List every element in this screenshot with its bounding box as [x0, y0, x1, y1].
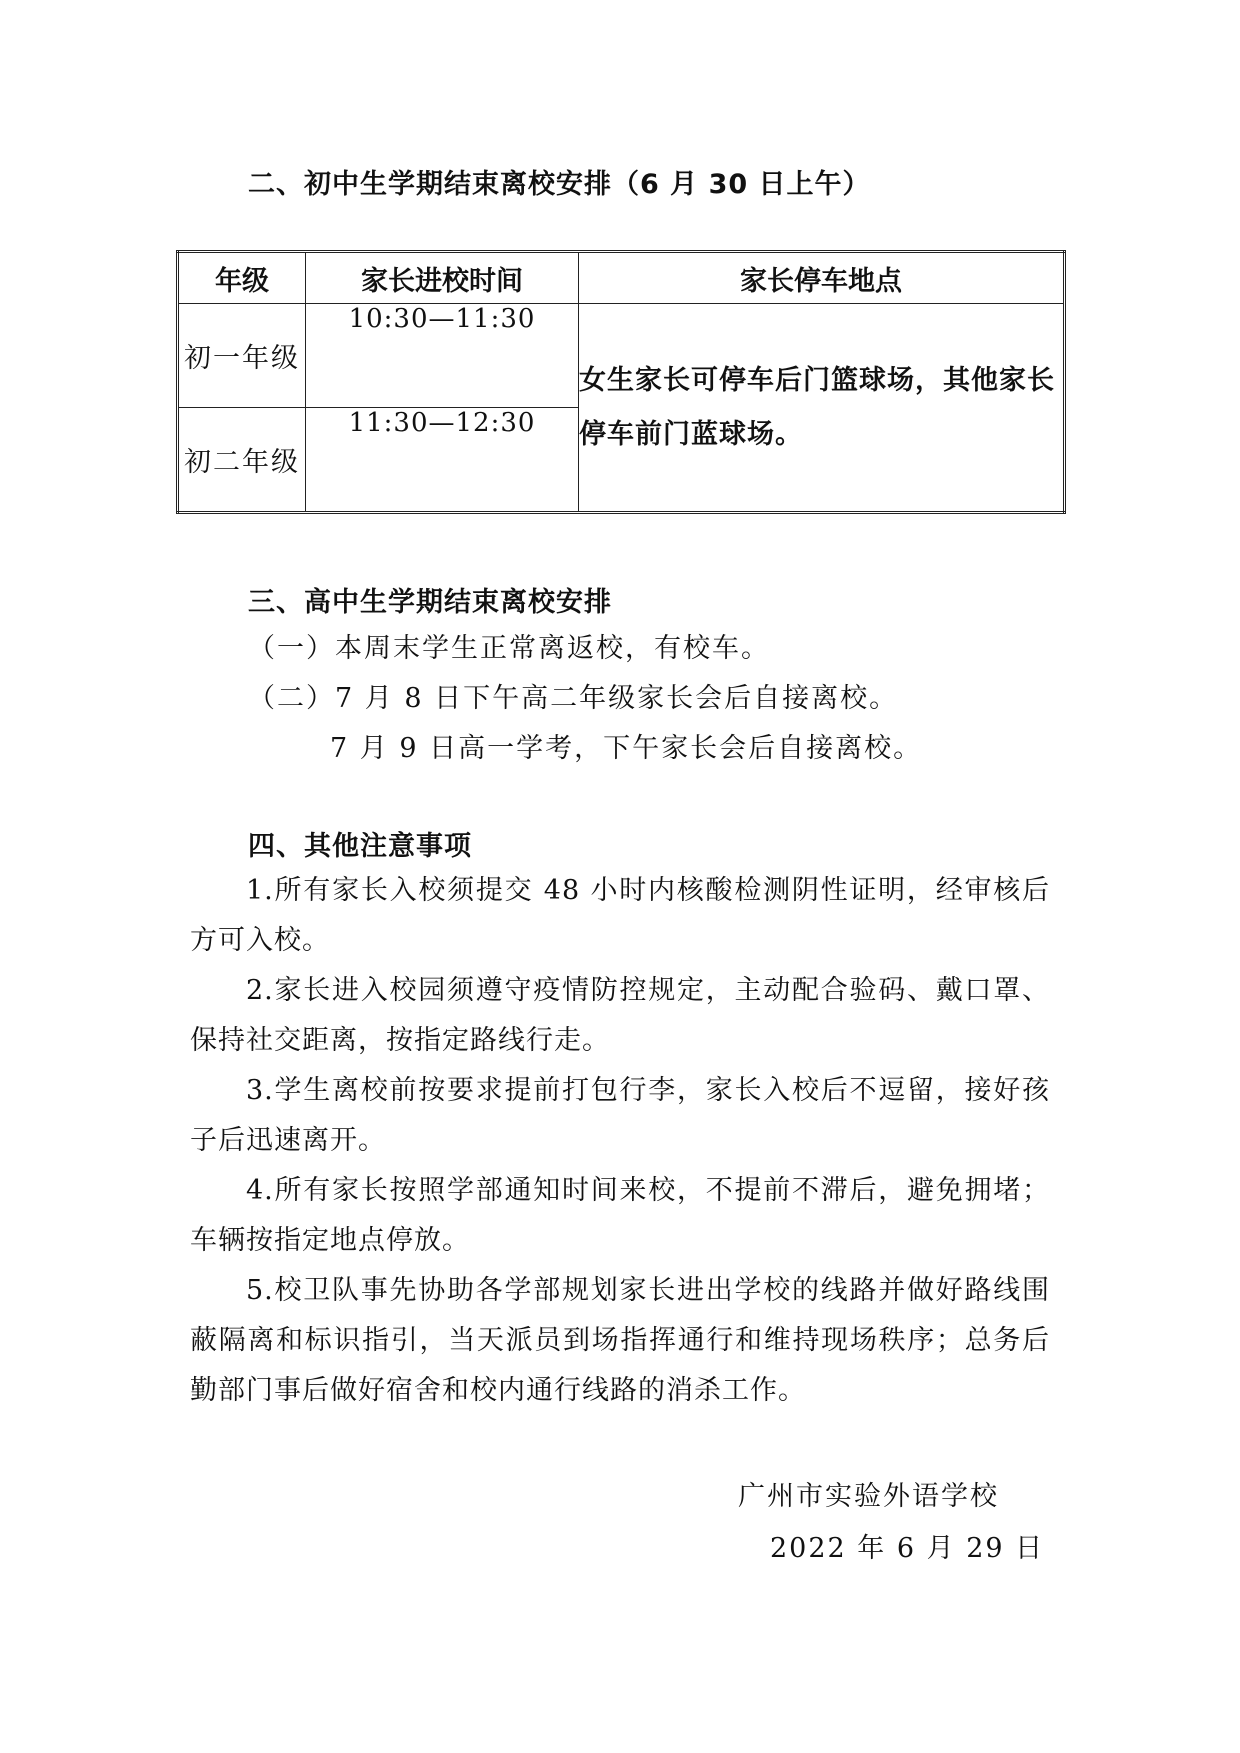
grade-cell: 初一年级	[178, 304, 306, 408]
schedule-table	[176, 250, 1066, 514]
column-header-parking: 家长停车地点	[579, 252, 1065, 304]
grade-cell: 初二年级	[178, 408, 306, 513]
note-2: 2.家长进入校园须遵守疫情防控规定，主动配合验码、戴口罩、保持社交距离，按指定路线行走。	[190, 975, 1050, 1056]
section3-item-2: （二）7 月 8 日下午高二年级家长会后自接离校。	[248, 683, 899, 714]
note-4: 4.所有家长按照学部通知时间来校，不提前不滞后，避免拥堵；车辆按指定地点停放。	[190, 1175, 1050, 1256]
note-1: 1.所有家长入校须提交 48 小时内核酸检测阴性证明，经审核后方可入校。	[190, 875, 1050, 956]
school-name: 广州市实验外语学校	[738, 1481, 999, 1512]
section3-item-1: （一）本周末学生正常离返校，有校车。	[248, 633, 770, 664]
table-row	[178, 304, 1065, 408]
section3-heading: 三、高中生学期结束离校安排	[248, 587, 612, 618]
time-cell: 10:30—11:30	[306, 304, 579, 408]
table-header-row	[178, 252, 1065, 304]
issue-date: 2022 年 6 月 29 日	[770, 1533, 1045, 1564]
section4-heading: 四、其他注意事项	[248, 831, 472, 862]
note-3: 3.学生离校前按要求提前打包行李，家长入校后不逗留，接好孩子后迅速离开。	[190, 1075, 1050, 1156]
column-header-entry-time: 家长进校时间	[306, 252, 579, 304]
parking-cell: 女生家长可停车后门篮球场，其他家长停车前门蓝球场。	[579, 304, 1065, 513]
time-cell: 11:30—12:30	[306, 408, 579, 513]
section3-item-2-continuation: 7 月 9 日高一学考，下午家长会后自接离校。	[330, 733, 923, 764]
section2-heading: 二、初中生学期结束离校安排（6 月 30 日上午）	[248, 169, 871, 200]
note-5: 5.校卫队事先协助各学部规划家长进出学校的线路并做好路线围蔽隔离和标识指引，当天派员到场指挥通行和维持现场秩序；总务后勤部门事后做好宿舍和校内通行线路的消杀工作。	[190, 1275, 1050, 1406]
column-header-grade: 年级	[178, 252, 306, 304]
